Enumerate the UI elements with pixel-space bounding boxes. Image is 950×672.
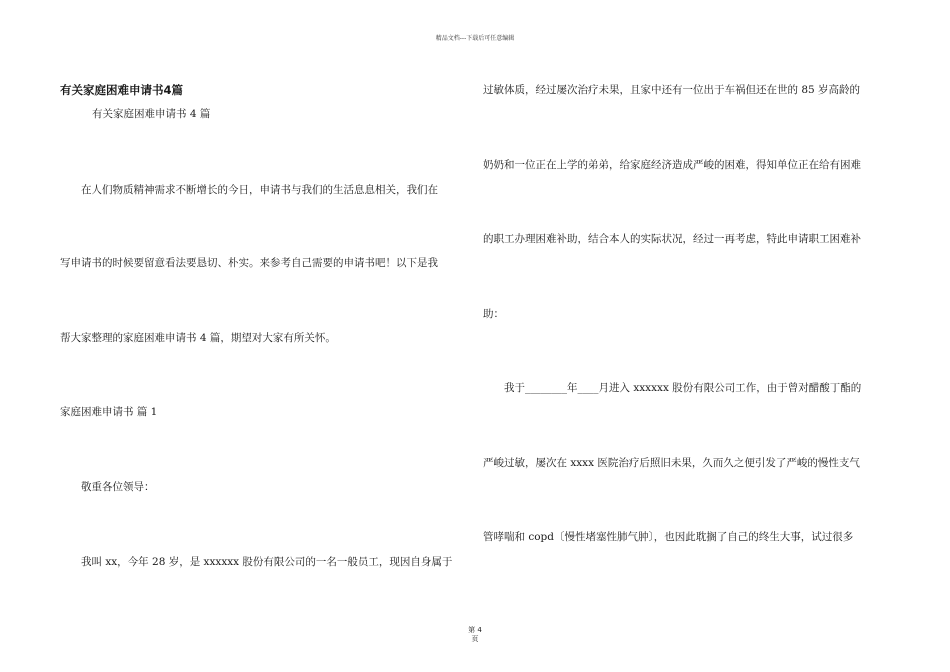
page-header: 精品文档---下载后可任意编辑: [435, 35, 515, 42]
page-number-suffix: 页: [471, 635, 479, 643]
paragraph-line: 在人们物质精神需求不断增长的今日，申请书与我们的生活息息相关，我们在: [81, 184, 438, 196]
paragraph-line: 奶奶和一位正在上学的弟弟，给家庭经济造成严峻的困难，得知单位正在给有困难: [483, 159, 861, 171]
paragraph-line: 我叫 xx，今年 28 岁，是 xxxxxx 股份有限公司的一名一般员工，现因自身属于: [81, 556, 453, 568]
paragraph-line: 我于________年____月进入 xxxxxx 股份有限公司工作，由于曾对醋酸丁酯的: [504, 382, 862, 394]
page-number: 第 4: [468, 626, 482, 634]
salutation: 敬重各位领导：: [81, 481, 155, 493]
paragraph-line: 严峻过敏，屡次在 xxxx 医院治疗后照旧未果，久而久之便引发了严峻的慢性支气: [483, 457, 860, 469]
paragraph-line: 帮大家整理的家庭困难申请书 4 篇，期望对大家有所关怀。: [60, 332, 336, 344]
paragraph-line: 过敏体质，经过屡次治疗未果，且家中还有一位出于车祸但还在世的 85 岁高龄的: [483, 84, 861, 96]
section-heading: 家庭困难申请书 篇 1: [60, 406, 158, 418]
paragraph-line: 的职工办理困难补助，结合本人的实际状况，经过一再考虑，特此申请职工困难补: [483, 233, 861, 245]
page-footer: [0, 626, 950, 644]
document-subtitle: 有关家庭困难申请书 4 篇: [92, 108, 211, 120]
paragraph-line: 助：: [483, 308, 504, 320]
paragraph-line: 管哮喘和 copd〔慢性堵塞性肺气肿〕，也因此耽搁了自己的终生大事，试过很多: [483, 531, 854, 543]
document-title: 有关家庭困难申请书4篇: [60, 83, 184, 97]
paragraph-line: 写申请书的时候要留意看法要恳切、朴实。来参考自己需要的申请书吧！以下是我: [60, 257, 438, 269]
